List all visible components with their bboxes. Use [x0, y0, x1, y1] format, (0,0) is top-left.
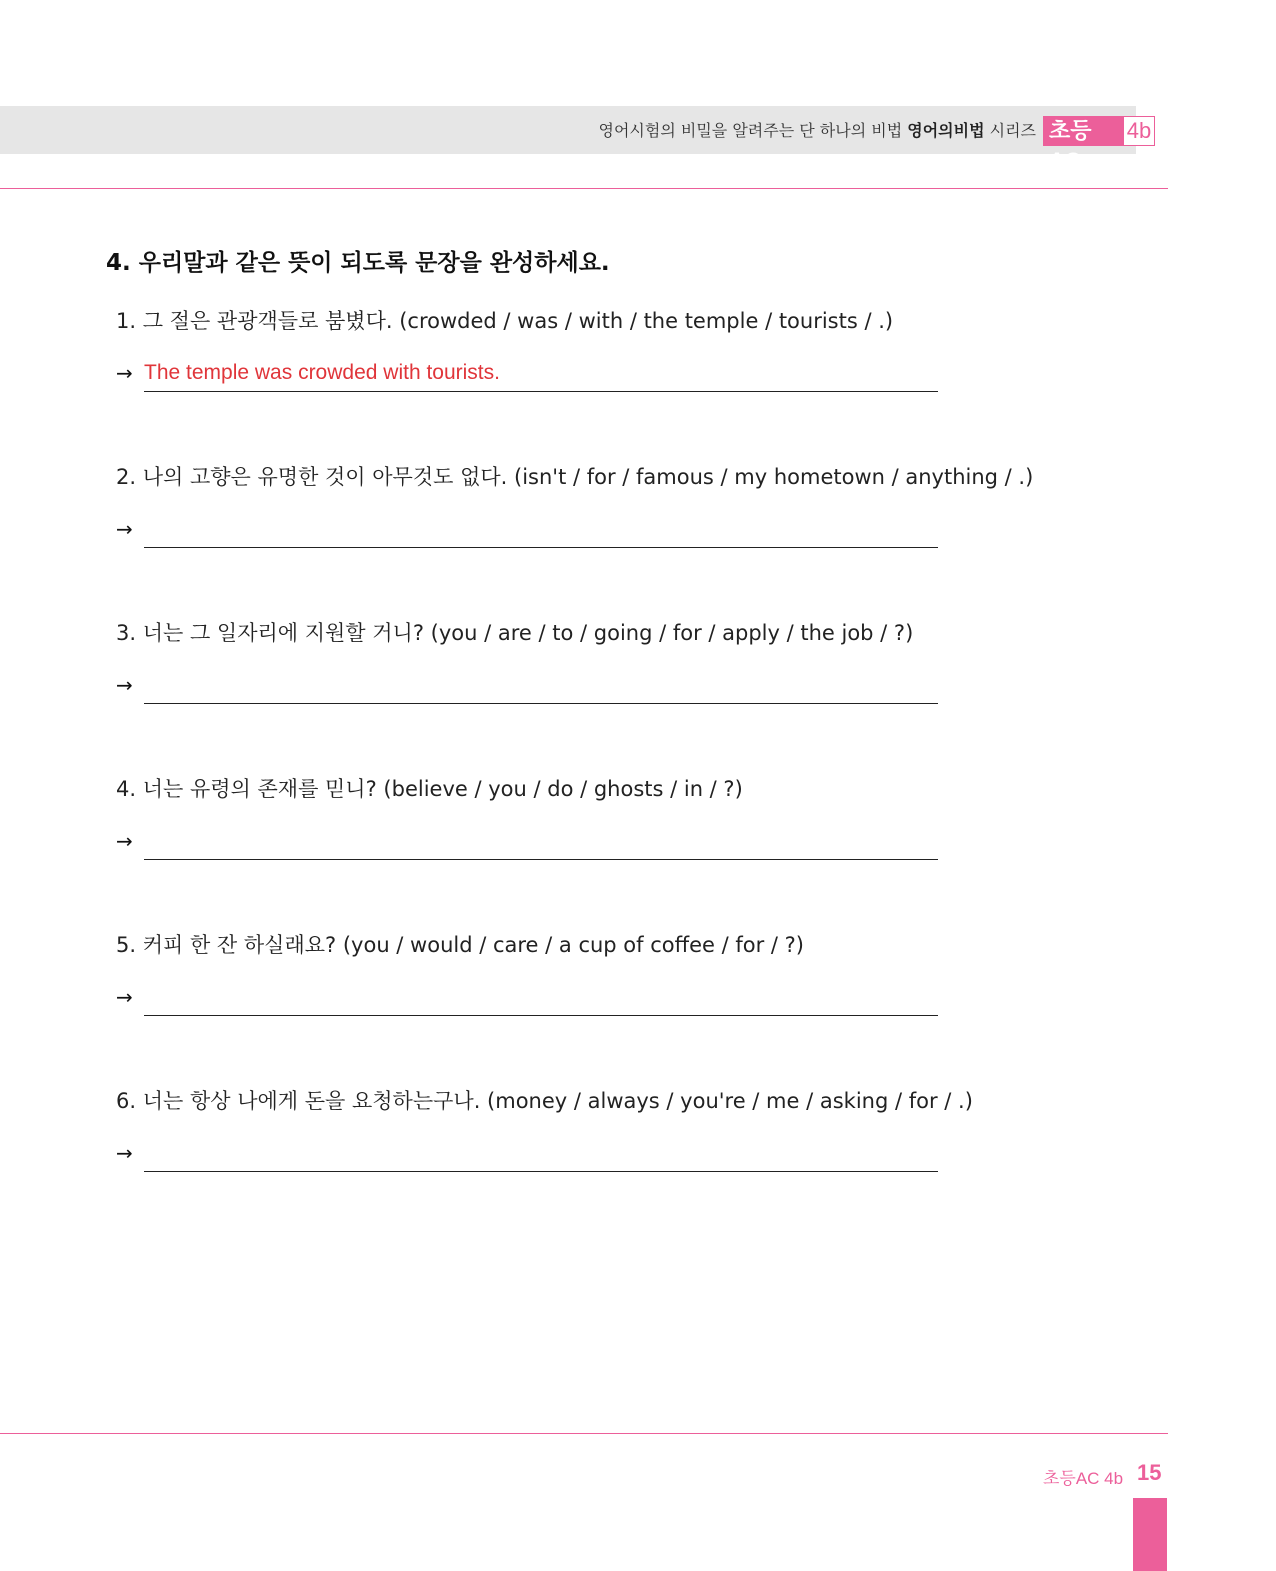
- arrow-icon: →: [116, 361, 133, 385]
- top-divider: [0, 188, 1168, 189]
- answer-row: [116, 670, 1046, 700]
- exercise-item: [116, 306, 1046, 388]
- answer-row: [116, 982, 1046, 1012]
- badge-main: 초등AC: [1043, 116, 1123, 146]
- answer-row: [116, 1138, 1046, 1168]
- arrow-icon: →: [116, 1141, 133, 1165]
- question-text: 5. 커피 한 잔 하실래요? (you / would / care / a cup of coffee / for / ?): [116, 933, 804, 957]
- exercise-item: [116, 462, 1046, 544]
- question-text: 1. 그 절은 관광객들로 붐볐다. (crowded / was / with / the temple / tourists / .): [116, 309, 894, 333]
- section-title: 4. 우리말과 같은 뜻이 되도록 문장을 완성하세요.: [106, 250, 610, 276]
- question-text: 4. 너는 유령의 존재를 믿니? (believe / you / do / ghosts / in / ?): [116, 777, 743, 801]
- answer-row: [116, 358, 1046, 388]
- answer-row: [116, 514, 1046, 544]
- exercise-item: [116, 1086, 1046, 1168]
- answer-field[interactable]: [144, 1138, 938, 1172]
- answer-row: [116, 826, 1046, 856]
- exercise-item: [116, 930, 1046, 1012]
- question-text: 3. 너는 그 일자리에 지원할 거니? (you / are / to / going / for / apply / the job / ?): [116, 621, 914, 645]
- question-text: 6. 너는 항상 나에게 돈을 요청하는구나. (money / always / you're / me / asking / for / .): [116, 1089, 973, 1113]
- footer-book-label: 초등AC 4b: [1043, 1469, 1124, 1488]
- header-tagline: [599, 118, 1036, 141]
- series-name: 영어의비법: [907, 121, 985, 140]
- page-number: 15: [1137, 1460, 1162, 1485]
- answer-field[interactable]: [144, 514, 938, 548]
- header-tagline-text: 영어시험의 비밀을 알려주는 단 하나의 비법: [598, 121, 903, 140]
- series-badge: [1043, 116, 1155, 173]
- page-tab: [1133, 1498, 1167, 1571]
- answer-field[interactable]: [144, 826, 938, 860]
- answer-field[interactable]: [144, 982, 938, 1016]
- badge-volume: 4b: [1123, 116, 1155, 146]
- answer-field[interactable]: [144, 670, 938, 704]
- bottom-divider: [0, 1433, 1168, 1434]
- series-suffix: 시리즈: [989, 121, 1036, 140]
- exercise-item: [116, 618, 1046, 700]
- question-text: 2. 나의 고향은 유명한 것이 아무것도 없다. (isn't / for / famous / my hometown / anything / .): [116, 465, 1034, 489]
- answer-field[interactable]: The temple was crowded with tourists.: [144, 358, 938, 392]
- arrow-icon: →: [116, 985, 133, 1009]
- arrow-icon: →: [116, 673, 133, 697]
- arrow-icon: →: [116, 517, 133, 541]
- arrow-icon: →: [116, 829, 133, 853]
- exercise-item: [116, 774, 1046, 856]
